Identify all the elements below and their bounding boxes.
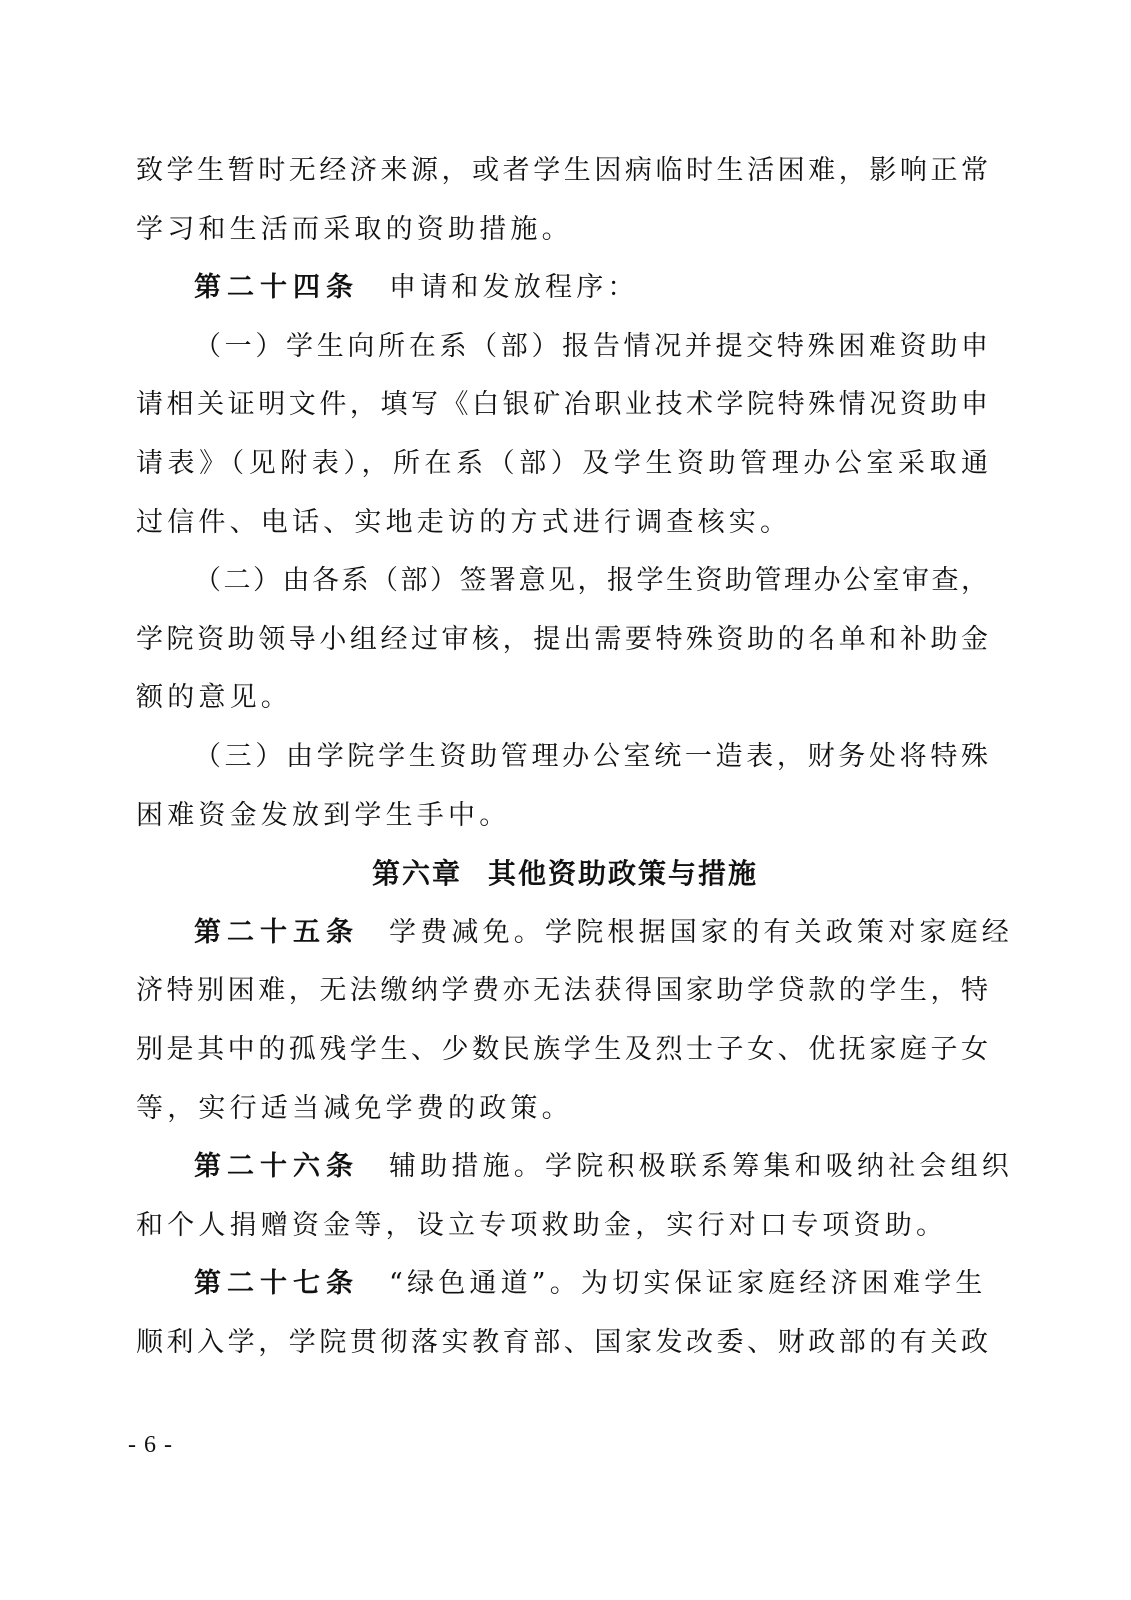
article-number: 第二十五条 <box>194 916 359 948</box>
item-line: 额的意见。 <box>136 682 292 714</box>
chapter-heading <box>136 845 988 904</box>
chapter-number: 第六章 <box>371 857 462 891</box>
article-27-heading <box>136 1255 988 1314</box>
text-line: 学习和生活而采取的资助措施。 <box>136 213 573 245</box>
chapter-title: 其他资助政策与措施 <box>488 857 759 891</box>
text-line: 致学生暂时无经济来源，或者学生因病临时生活困难，影响正常 <box>136 155 988 186</box>
text-line: 别是其中的孤残学生、少数民族学生及烈士子女、优抚家庭子女 <box>136 1033 988 1065</box>
article-text: 辅助措施。学院积极联系筹集和吸纳社会组织 <box>389 1151 1013 1183</box>
text-line: 等，实行适当减免学费的政策。 <box>136 1092 573 1124</box>
article-text: “绿色通道”。为切实保证家庭经济困难学生 <box>389 1268 987 1300</box>
article-number: 第二十七条 <box>194 1268 359 1300</box>
item-line: （一）学生向所在系（部）报告情况并提交特殊困难资助申 <box>194 330 988 362</box>
item-line: 困难资金发放到学生手中。 <box>136 799 511 831</box>
text-line: 和个人捐赠资金等，设立专项救助金，实行对口专项资助。 <box>136 1209 948 1241</box>
article-number: 第二十四条 <box>194 272 359 304</box>
item-line: 请相关证明文件，填写《白银矿冶职业技术学院特殊情况资助申 <box>136 389 988 421</box>
text-line: 顺利入学，学院贯彻落实教育部、国家发改委、财政部的有关政 <box>136 1326 988 1358</box>
item-line: 请表》（见附表），所在系（部）及学生资助管理办公室采取通 <box>136 447 988 479</box>
item-line: 过信件、电话、实地走访的方式进行调查核实。 <box>136 506 792 538</box>
article-25-heading <box>136 904 1013 963</box>
item-line: （二）由各系（部）签署意见，报学生资助管理办公室审查， <box>194 565 988 597</box>
article-24-heading <box>136 259 988 318</box>
article-text: 学费减免。学院根据国家的有关政策对家庭经 <box>389 916 1013 948</box>
item-line: （三）由学院学生资助管理办公室统一造表，财务处将特殊 <box>194 740 988 772</box>
item-line: 学院资助领导小组经过审核，提出需要特殊资助的名单和补助金 <box>136 623 988 655</box>
article-26-heading <box>136 1138 1013 1197</box>
page-number: - 6 - <box>128 1432 173 1458</box>
text-line: 济特别困难，无法缴纳学费亦无法获得国家助学贷款的学生，特 <box>136 975 988 1007</box>
document-body <box>136 142 1013 1372</box>
article-text: 申请和发放程序： <box>389 272 639 304</box>
article-number: 第二十六条 <box>194 1151 359 1183</box>
